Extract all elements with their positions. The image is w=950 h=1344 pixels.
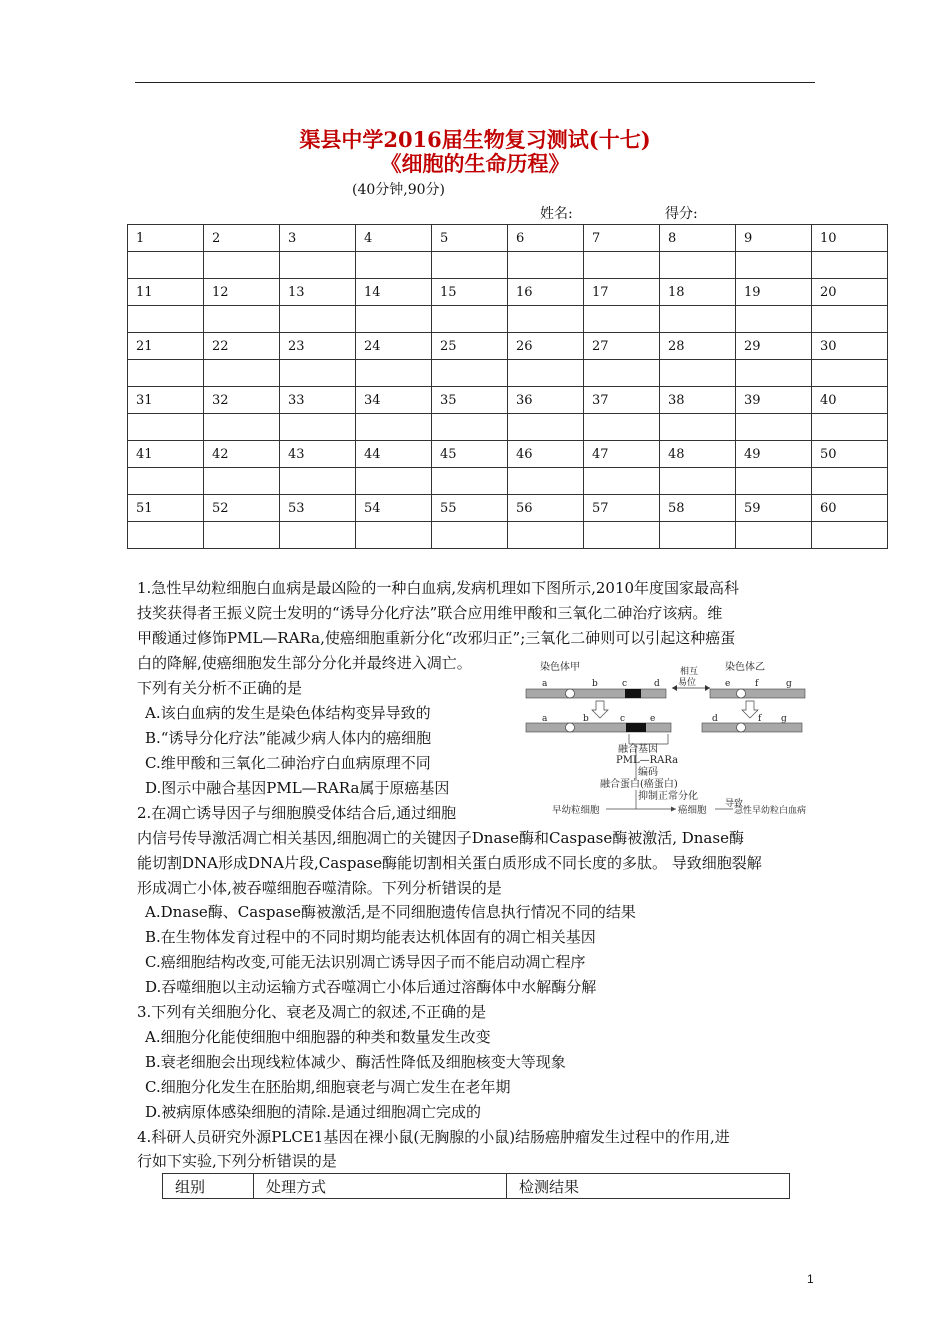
answer-number-cell: 2 [204,225,280,252]
answer-blank-cell[interactable] [432,252,508,279]
answer-blank-cell[interactable] [280,252,356,279]
q2-option-c: C.癌细胞结构改变,可能无法识别凋亡诱导因子而不能启动凋亡程序 [145,953,586,971]
answer-number-cell: 36 [508,387,584,414]
answer-number-cell: 52 [204,495,280,522]
answer-number-cell: 15 [432,279,508,306]
answer-blank-row [128,306,888,333]
q1-option-c: C.维甲酸和三氧化二砷治疗白血病原理不同 [145,754,431,772]
answer-number-cell: 50 [812,441,888,468]
label-g-top: g [786,679,792,689]
derivative-a-bar [526,723,671,732]
down-arrow-left [592,701,608,718]
name-label: 姓名: [540,206,573,222]
label-e-bottom: e [650,714,656,724]
answer-blank-cell[interactable] [584,468,660,495]
answer-number-cell: 6 [508,225,584,252]
answer-blank-cell[interactable] [356,468,432,495]
answer-number-cell: 34 [356,387,432,414]
answer-blank-cell[interactable] [356,360,432,387]
answer-number-cell: 60 [812,495,888,522]
answer-number-cell: 33 [280,387,356,414]
translocation-diagram [520,658,842,823]
q2-option-b: B.在生物体发育过程中的不同时期均能表达机体固有的凋亡相关基因 [145,928,596,946]
answer-number-cell: 58 [660,495,736,522]
q3-option-a: A.细胞分化能使细胞中细胞器的种类和数量发生改变 [145,1028,491,1046]
answer-blank-cell[interactable] [128,252,204,279]
q3-stem: 3.下列有关细胞分化、衰老及凋亡的叙述,不正确的是 [137,1003,487,1021]
answer-number-cell: 8 [660,225,736,252]
q3-option-b: B.衰老细胞会出现线粒体减少、酶活性降低及细胞核变大等现象 [145,1053,566,1071]
q2-line3: 能切割DNA形成DNA片段,Caspase酶能切割相关蛋白质形成不同长度的多肽。 导致细胞裂解 [137,854,762,872]
q2-line1: 2.在凋亡诱导因子与细胞膜受体结合后,通过细胞 [137,804,457,822]
answer-number-row [128,387,888,414]
answer-number-cell: 47 [584,441,660,468]
answer-blank-cell[interactable] [584,414,660,441]
q1-option-b: B.“诱导分化疗法”能减少病人体内的癌细胞 [145,729,432,747]
answer-blank-cell[interactable] [204,468,280,495]
answer-number-cell: 37 [584,387,660,414]
answer-blank-cell[interactable] [128,522,204,549]
answer-number-cell: 46 [508,441,584,468]
answer-blank-cell[interactable] [508,252,584,279]
time-score: (40分钟,90分) [352,182,446,198]
answer-blank-cell[interactable] [584,360,660,387]
answer-blank-cell[interactable] [736,360,812,387]
chrom-b-label: 染色体乙 [725,662,765,673]
answer-blank-cell[interactable] [280,414,356,441]
exchange-label-2: 易位 [678,678,697,688]
label-d-bottom: d [712,714,718,724]
answer-number-cell: 51 [128,495,204,522]
down-arrow-right [742,701,758,718]
answer-blank-cell[interactable] [356,252,432,279]
answer-number-cell: 49 [736,441,812,468]
answer-number-cell: 1 [128,225,204,252]
answer-number-cell: 13 [280,279,356,306]
chrom-a-band [625,689,641,698]
cell-cancer-label: 癌细胞 [678,805,707,816]
disease-label: 急性早幼粒白血病 [734,806,807,816]
label-c-bottom: c [620,714,626,724]
answer-number-cell: 14 [356,279,432,306]
answer-number-cell: 27 [584,333,660,360]
answer-number-cell: 17 [584,279,660,306]
score-label: 得分: [665,206,698,222]
answer-number-cell: 3 [280,225,356,252]
label-a-top: a [542,679,548,689]
answer-blank-cell[interactable] [356,522,432,549]
answer-blank-cell[interactable] [736,414,812,441]
answer-number-cell: 57 [584,495,660,522]
answer-blank-cell[interactable] [584,252,660,279]
exchange-label-1: 相互 [680,667,699,677]
answer-blank-cell[interactable] [736,522,812,549]
chrom-a-centromere [566,689,575,698]
q1-stem: 下列有关分析不正确的是 [137,679,303,697]
answer-number-cell: 20 [812,279,888,306]
answer-blank-cell[interactable] [128,468,204,495]
label-g-bottom: g [781,714,787,724]
answer-blank-cell[interactable] [356,306,432,333]
answer-blank-cell[interactable] [736,252,812,279]
answer-blank-cell[interactable] [508,522,584,549]
chrom-b-centromere [737,689,746,698]
answer-number-cell: 10 [812,225,888,252]
label-c-top: c [622,679,628,689]
answer-grid [127,224,888,549]
q1-option-d: D.图示中融合基因PML—RARa属于原癌基因 [145,779,450,797]
answer-number-cell: 9 [736,225,812,252]
derivative-b-bar [702,723,802,732]
answer-blank-cell[interactable] [280,522,356,549]
answer-blank-row [128,360,888,387]
answer-blank-cell[interactable] [128,414,204,441]
q1-line4: 白的降解,使癌细胞发生部分分化并最终进入凋亡。 [137,654,472,672]
page-number: 1 [807,1272,814,1286]
q2-option-a: A.Dnase酶、Caspase酶被激活,是不同细胞遗传信息执行情况不同的结果 [145,903,636,921]
exchange-arrow-right [705,685,710,691]
answer-number-cell: 55 [432,495,508,522]
answer-number-cell: 4 [356,225,432,252]
cell-start-label: 早幼粒细胞 [552,805,600,816]
answer-blank-cell[interactable] [356,414,432,441]
leads-label: 导致 [725,799,744,809]
answer-blank-cell[interactable] [812,522,888,549]
answer-blank-cell[interactable] [508,306,584,333]
answer-blank-cell[interactable] [432,306,508,333]
answer-number-cell: 28 [660,333,736,360]
answer-number-cell: 7 [584,225,660,252]
answer-blank-cell[interactable] [280,360,356,387]
answer-number-cell: 35 [432,387,508,414]
q2-line2: 内信号传导激活凋亡相关基因,细胞凋亡的关键因子Dnase酶和Caspase酶被激活, Dnase酶 [137,829,744,847]
answer-blank-row [128,468,888,495]
answer-number-cell: 24 [356,333,432,360]
experiment-table [162,1173,790,1199]
answer-number-cell: 42 [204,441,280,468]
answer-blank-cell[interactable] [508,414,584,441]
table-header-treatment: 处理方式 [254,1174,507,1199]
answer-blank-cell[interactable] [660,306,736,333]
answer-number-cell: 32 [204,387,280,414]
answer-blank-row [128,252,888,279]
answer-number-cell: 45 [432,441,508,468]
fusion-protein-label: 融合蛋白(癌蛋白) [600,779,678,790]
answer-blank-cell[interactable] [584,522,660,549]
answer-blank-cell[interactable] [204,360,280,387]
chrom-b-bar [710,689,805,698]
answer-blank-cell[interactable] [432,360,508,387]
q3-option-d: D.被病原体感染细胞的清除.是通过细胞凋亡完成的 [145,1103,482,1121]
answer-number-cell: 44 [356,441,432,468]
label-b-bottom: b [583,714,589,724]
answer-blank-cell[interactable] [812,360,888,387]
q3-option-c: C.细胞分化发生在胚胎期,细胞衰老与凋亡发生在老年期 [145,1078,511,1096]
answer-blank-cell[interactable] [204,522,280,549]
answer-blank-cell[interactable] [584,306,660,333]
chrom-a-label: 染色体甲 [540,662,580,673]
answer-blank-cell[interactable] [432,522,508,549]
answer-number-row [128,225,888,252]
derivative-b-centromere [737,723,746,732]
answer-number-cell: 59 [736,495,812,522]
q1-line3: 甲酸通过修饰PML—RARa,使癌细胞重新分化“改邪归正”;三氧化二砷则可以引起这种癌蛋 [137,629,736,647]
label-b-top: b [592,679,598,689]
table-header-row [163,1174,790,1199]
q4-line2: 行如下实验,下列分析错误的是 [137,1152,337,1170]
q1-line1: 1.急性早幼粒细胞白血病是最凶险的一种白血病,发病机理如下图所示,2010年度国家最高科 [137,579,740,597]
answer-blank-cell[interactable] [812,468,888,495]
answer-blank-cell[interactable] [128,306,204,333]
fusion-gene-name: PML—RARa [616,755,679,766]
answer-number-cell: 54 [356,495,432,522]
answer-number-cell: 39 [736,387,812,414]
answer-number-cell: 48 [660,441,736,468]
answer-blank-cell[interactable] [736,468,812,495]
answer-number-cell: 22 [204,333,280,360]
answer-blank-cell[interactable] [660,468,736,495]
answer-blank-cell[interactable] [660,414,736,441]
label-d-top: d [654,679,660,689]
answer-number-cell: 29 [736,333,812,360]
exchange-arrow-left [672,685,677,691]
answer-number-cell: 53 [280,495,356,522]
answer-number-cell: 11 [128,279,204,306]
derivative-a-band [626,723,646,732]
answer-blank-cell[interactable] [660,252,736,279]
table-header-result: 检测结果 [507,1174,790,1199]
answer-blank-row [128,414,888,441]
answer-number-cell: 18 [660,279,736,306]
page-subtitle: 《细胞的生命历程》 [380,151,570,176]
answer-blank-cell[interactable] [508,360,584,387]
inhibit-label: 抑制正常分化 [638,791,698,802]
answer-number-cell: 25 [432,333,508,360]
header-rule [135,82,815,83]
table-header-group: 组别 [163,1174,254,1199]
q1-line2: 技奖获得者王振义院士发明的“诱导分化疗法”联合应用维甲酸和三氧化二砷治疗该病。维 [137,604,723,622]
answer-blank-cell[interactable] [812,252,888,279]
answer-blank-cell[interactable] [204,306,280,333]
answer-number-cell: 19 [736,279,812,306]
encode-label: 编码 [638,767,658,778]
chrom-a-bar [526,689,666,698]
q4-line1: 4.科研人员研究外源PLCE1基因在裸小鼠(无胸腺的小鼠)结肠癌肿瘤发生过程中的作用,进 [137,1128,730,1146]
q2-option-d: D.吞噬细胞以主动运输方式吞噬凋亡小体后通过溶酶体中水解酶分解 [145,978,597,996]
answer-number-cell: 23 [280,333,356,360]
label-a-bottom: a [542,714,548,724]
answer-number-cell: 16 [508,279,584,306]
derivative-a-centromere [566,723,575,732]
answer-number-cell: 38 [660,387,736,414]
page-title: 渠县中学2016届生物复习测试(十七) [299,127,651,152]
answer-blank-row [128,522,888,549]
fusion-gene-label: 融合基因 [618,744,658,755]
answer-blank-cell[interactable] [204,414,280,441]
answer-number-cell: 5 [432,225,508,252]
answer-number-row [128,333,888,360]
answer-blank-cell[interactable] [280,306,356,333]
answer-number-cell: 40 [812,387,888,414]
answer-number-cell: 56 [508,495,584,522]
answer-number-cell: 43 [280,441,356,468]
answer-number-cell: 26 [508,333,584,360]
answer-number-cell: 31 [128,387,204,414]
answer-blank-cell[interactable] [204,252,280,279]
differentiation-arrowhead [671,807,676,812]
q1-option-a: A.该白血病的发生是染色体结构变异导致的 [145,704,431,722]
label-e-top: e [725,679,731,689]
answer-blank-cell[interactable] [812,306,888,333]
answer-blank-cell[interactable] [812,414,888,441]
answer-blank-cell[interactable] [432,468,508,495]
answer-number-cell: 41 [128,441,204,468]
answer-blank-cell[interactable] [432,414,508,441]
answer-number-cell: 30 [812,333,888,360]
label-f-top: f [755,679,759,689]
answer-blank-cell[interactable] [660,522,736,549]
answer-blank-cell[interactable] [736,306,812,333]
answer-blank-cell[interactable] [660,360,736,387]
answer-blank-cell[interactable] [128,360,204,387]
answer-number-cell: 12 [204,279,280,306]
answer-number-row [128,279,888,306]
answer-number-row [128,441,888,468]
answer-blank-cell[interactable] [508,468,584,495]
q2-line4: 形成凋亡小体,被吞噬细胞吞噬清除。下列分析错误的是 [137,879,502,897]
answer-number-cell: 21 [128,333,204,360]
answer-blank-cell[interactable] [280,468,356,495]
label-f-bottom: f [758,714,762,724]
answer-number-row [128,495,888,522]
